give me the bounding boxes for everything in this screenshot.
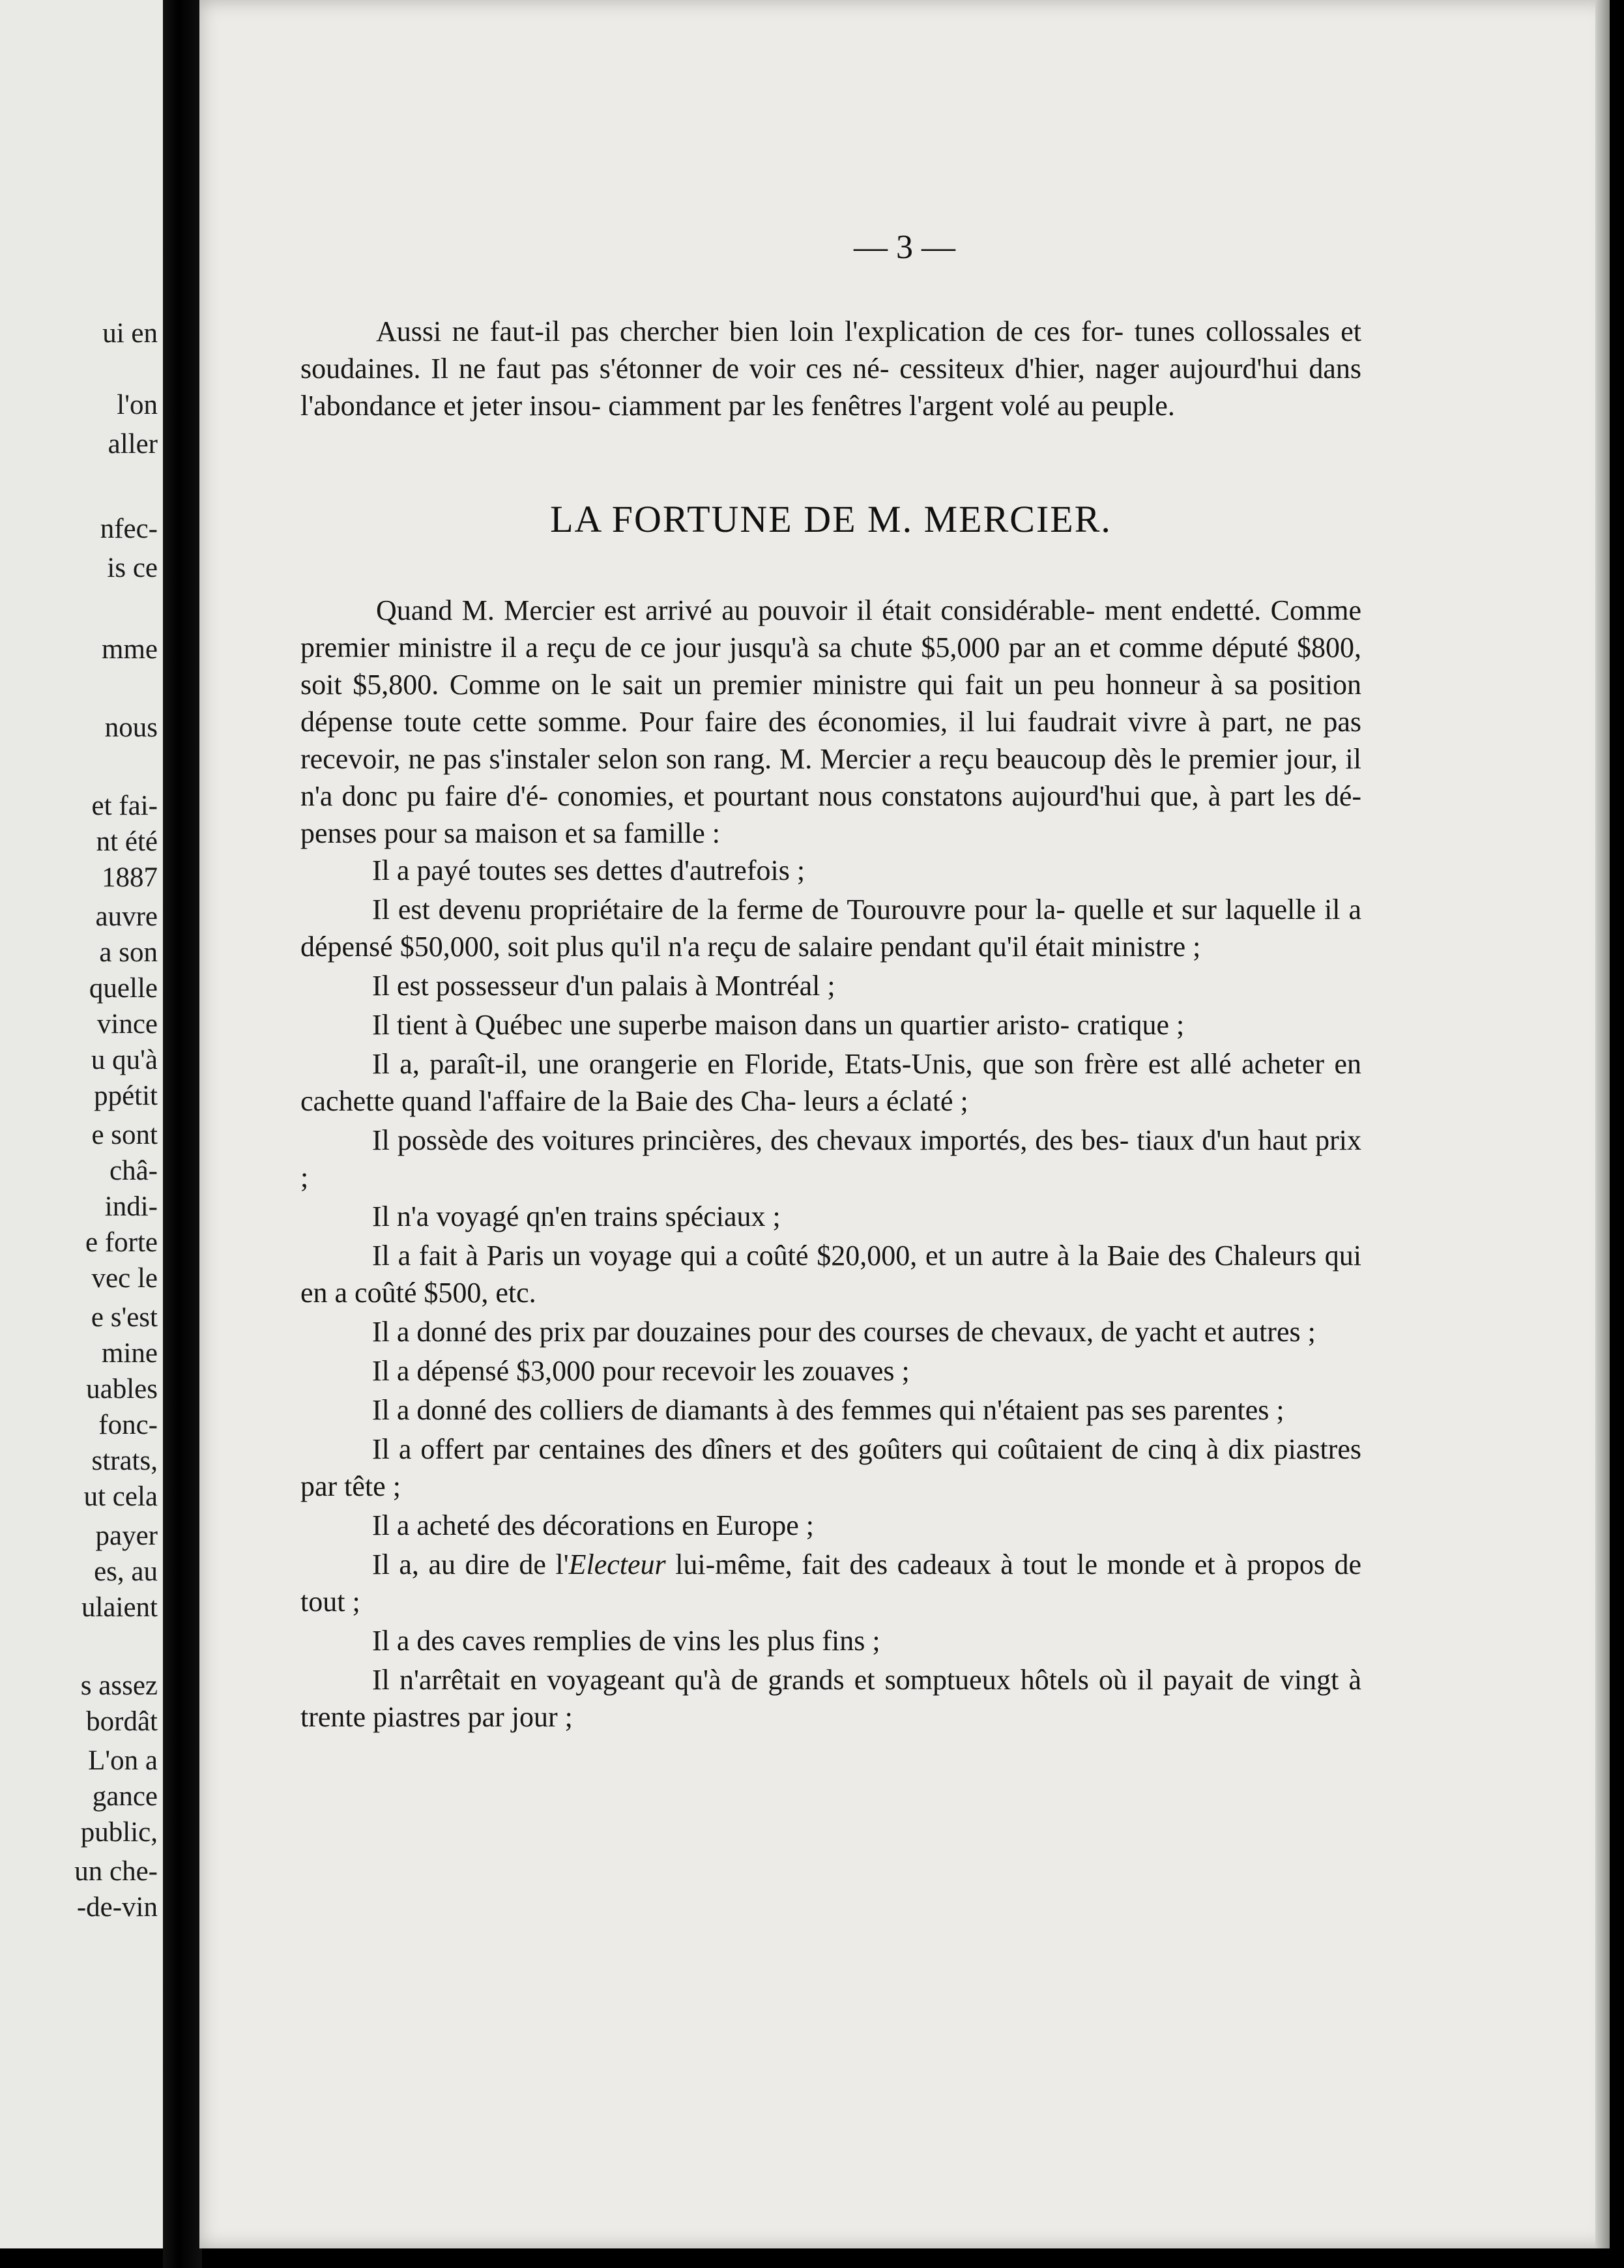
facing-page-line: e forte <box>85 1227 158 1258</box>
text-line: cratique ; <box>1077 1009 1185 1041</box>
list-item <box>300 1237 1361 1311</box>
text-line: où il payait de vingt à trente piastres par jour ; <box>300 1664 1362 1733</box>
text-line: lui-même, fait des cadeaux à tout le <box>665 1548 1098 1580</box>
facing-page-line: nt été <box>96 826 158 857</box>
text-line: sa chute $5,000 par an et comme député $800, soit $5,800. Comme <box>300 632 1362 701</box>
text-line: conomies, et pourtant nous constatons aujourd'hui que, à part les dé- <box>557 780 1362 812</box>
text-line: Il n'a voyagé qn'en trains spéciaux ; <box>372 1200 781 1232</box>
facing-page-line: vince <box>96 1009 158 1040</box>
main-paragraph <box>300 592 1361 852</box>
list-item <box>300 967 1361 1004</box>
book-page <box>199 0 1610 2248</box>
text-line: pas ses parentes ; <box>1086 1394 1284 1426</box>
facing-page-line: ui en <box>102 318 158 349</box>
list-item <box>300 1546 1361 1620</box>
text-line: Il a, paraît-il, une orangerie en Floride, Etats-Unis, que son <box>372 1048 1075 1080</box>
text-line: ment endetté. Comme premier ministre il a reçu de ce jour jusqu'à <box>300 594 1362 663</box>
facing-page-line: 1887 <box>102 862 158 893</box>
page-number: — 3 — <box>854 229 955 266</box>
text-line: monde et à propos de tout ; <box>300 1548 1362 1618</box>
facing-page-line: public, <box>80 1817 158 1848</box>
facing-page-line: e s'est <box>91 1302 158 1333</box>
text-line: Il possède des voitures princières, des chevaux importés, des bes- <box>372 1124 1129 1156</box>
facing-page-line: châ- <box>109 1156 158 1186</box>
list-item <box>300 1122 1361 1196</box>
text-line: dépense toute cette somme. Pour faire des économies, il lui faudrait <box>300 706 1117 738</box>
text-line: Il a payé toutes ses dettes d'autrefois ; <box>372 854 805 886</box>
page-edge <box>1595 0 1610 2248</box>
facing-page-line: a son <box>99 937 158 968</box>
facing-page-line: ppétit <box>94 1081 158 1111</box>
list-item <box>300 891 1361 965</box>
facing-page-line: e sont <box>91 1120 158 1150</box>
facing-page-line: nfec- <box>100 514 158 544</box>
text-line: tunes collossales et soudaines. Il ne faut pas s'étonner de voir ces né- <box>300 315 1362 385</box>
facing-page-line: s assez <box>80 1670 158 1701</box>
facing-page-line: ut cela <box>83 1481 158 1512</box>
facing-page <box>0 0 164 2248</box>
text-line: Il a, au dire de l' <box>372 1548 569 1580</box>
facing-page-line: is ce <box>107 553 158 583</box>
text-line: Il a fait à Paris un voyage qui a coûté $20,000, et un autre à <box>372 1240 1070 1272</box>
list-item <box>300 1431 1361 1505</box>
text-line: Il est possesseur d'un palais à Montréal ; <box>372 970 835 1002</box>
facing-page-line: l'on <box>117 390 158 420</box>
list-item <box>300 1661 1361 1736</box>
text-line: de cinq à dix piastres par tête ; <box>300 1433 1361 1502</box>
text-line: penses pour sa maison et sa famille : <box>300 817 720 849</box>
list-item <box>300 1198 1361 1235</box>
text-line: Il a donné des colliers de diamants à des femmes qui n'étaient <box>372 1394 1079 1426</box>
text-line: Il tient à Québec une superbe maison dans un quartier aristo- <box>372 1009 1070 1041</box>
facing-page-line: -de-vin <box>76 1892 158 1923</box>
list-item <box>300 1507 1361 1544</box>
facing-page-line: es, au <box>94 1556 158 1587</box>
facing-page-line: mme <box>102 634 158 665</box>
text-line: frère est allé acheter en cachette quand l'affaire de la Baie des Cha- <box>300 1048 1362 1117</box>
text-line: leurs a éclaté ; <box>803 1085 968 1117</box>
text-line: on le sait un premier ministre qui fait un peu honneur à sa position <box>551 669 1361 701</box>
text-line: vivre à part, ne pas recevoir, ne pas s'instaler selon son rang. M. <box>300 706 1362 775</box>
list-item <box>300 1622 1361 1659</box>
facing-page-line: strats, <box>91 1446 158 1476</box>
text-line: Aussi ne faut-il pas chercher bien loin l'explication de ces for- <box>376 315 1124 347</box>
text-line: Il a dépensé $3,000 pour recevoir les zouaves ; <box>372 1355 910 1387</box>
intro-paragraph-text <box>300 313 1361 424</box>
text-line: Il est devenu propriétaire de la ferme de Tourouvre pour la- <box>372 894 1066 925</box>
facing-page-line: auvre <box>95 901 158 932</box>
text-line: Mercier a reçu beaucoup dès le premier jour, il n'a donc pu faire d'é- <box>300 743 1361 812</box>
list-item <box>300 1391 1361 1429</box>
facing-page-line: mine <box>102 1338 158 1369</box>
facing-page-line: un che- <box>74 1856 158 1887</box>
facing-page-line: quelle <box>89 973 158 1004</box>
newspaper-title: Electeur <box>568 1548 666 1580</box>
facing-page-line: vec le <box>91 1263 158 1294</box>
text-line: ciamment par les fenêtres l'argent volé au peuple. <box>608 390 1175 422</box>
facing-page-line: u qu'à <box>91 1045 158 1075</box>
text-line: de yacht et autres ; <box>1100 1316 1316 1348</box>
text-line: quelle et sur laquelle il a dépensé $50,000, soit plus qu'il n'a reçu de <box>300 894 1362 963</box>
list-item <box>300 852 1361 889</box>
facing-page-line: uables <box>86 1374 158 1404</box>
text-line: Il a des caves remplies de vins les plus fins ; <box>372 1625 880 1657</box>
facing-page-line: aller <box>108 429 158 459</box>
facing-page-line: L'on a <box>88 1745 158 1776</box>
list-item <box>300 1006 1361 1043</box>
text-line: Il a donné des prix par douzaines pour des courses de chevaux, <box>372 1316 1094 1348</box>
facing-page-line: nous <box>104 712 158 743</box>
facing-page-line: indi- <box>104 1191 158 1222</box>
section-heading: LA FORTUNE DE M. MERCIER. <box>550 498 1112 540</box>
text-line: la Baie des Chaleurs qui en a coûté $500, etc. <box>300 1240 1362 1309</box>
facing-page-line: ulaient <box>81 1592 158 1623</box>
facing-page-line: et fai- <box>91 791 158 821</box>
text-line: cessiteux d'hier, nager aujourd'hui dans l'abondance et jeter insou- <box>300 353 1362 422</box>
text-line: Il a acheté des décorations en Europe ; <box>372 1509 815 1541</box>
facing-page-line: gance <box>92 1781 158 1812</box>
list-item <box>300 1352 1361 1389</box>
text-line: Il a offert par centaines des dîners et des goûters qui coûtaient <box>372 1433 1103 1465</box>
book-gutter <box>163 0 202 2268</box>
list-item <box>300 1045 1361 1120</box>
intro-paragraph <box>300 313 1361 424</box>
text-line: salaire pendant qu'il était ministre ; <box>798 931 1201 963</box>
text-line: Il n'arrêtait en voyageant qu'à de grands et somptueux hôtels <box>372 1664 1089 1696</box>
text-line: Quand M. Mercier est arrivé au pouvoir il était considérable- <box>376 594 1095 626</box>
facing-page-line: payer <box>95 1520 158 1551</box>
facing-page-line: fonc- <box>98 1410 158 1440</box>
list-item <box>300 1313 1361 1350</box>
main-body <box>300 592 1361 1736</box>
facing-page-line: bordât <box>86 1706 158 1737</box>
text-line: tiaux d'un haut prix ; <box>300 1124 1362 1193</box>
